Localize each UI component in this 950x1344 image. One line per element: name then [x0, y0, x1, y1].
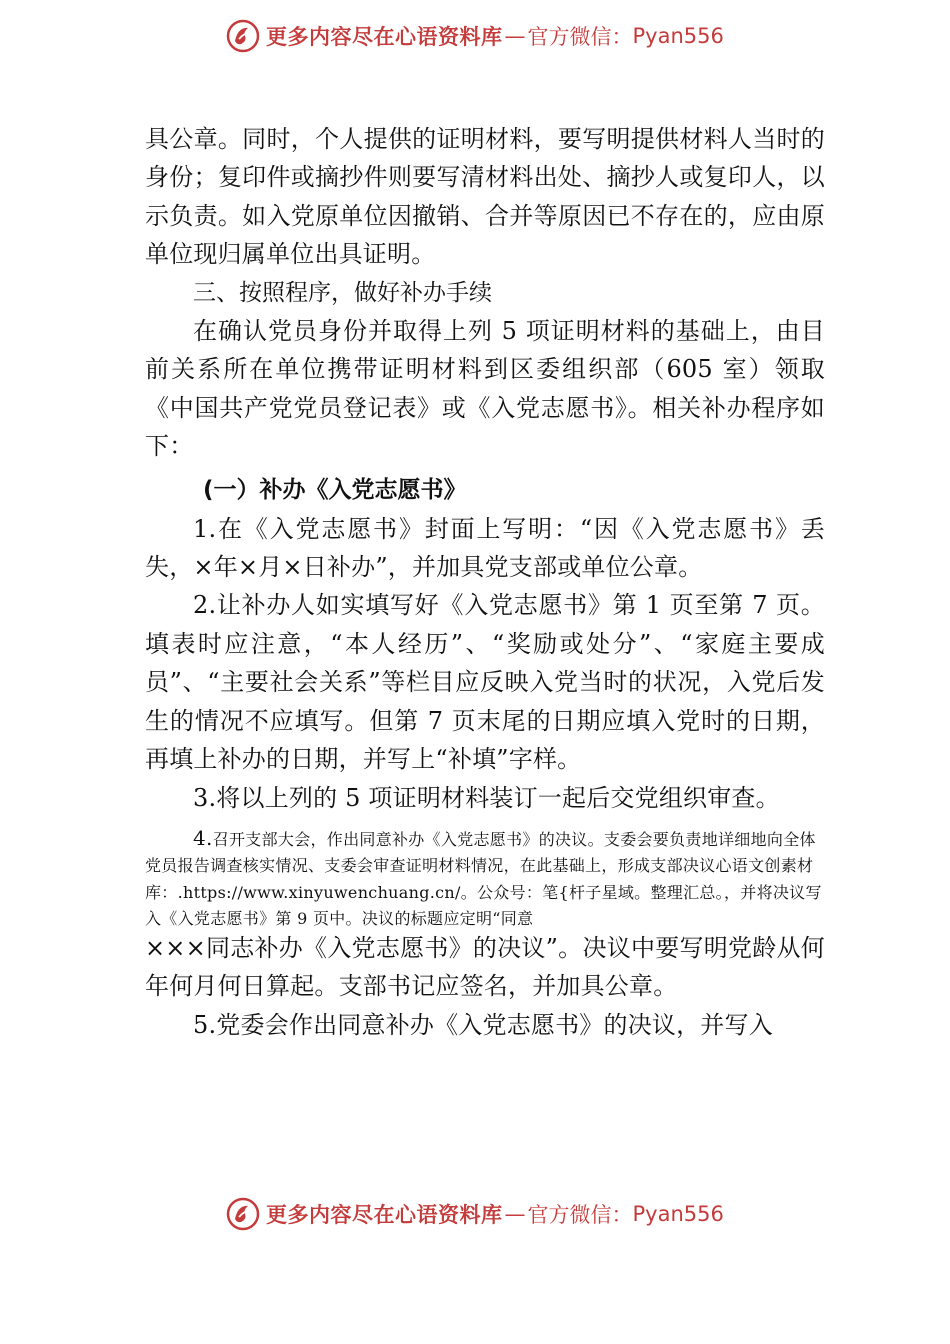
subsection-heading-1: (一）补办《入党志愿书》: [203, 476, 467, 503]
banner-main-text: 更多内容尽在心语资料库: [266, 1203, 503, 1227]
banner-wechat-id: Pyan556: [632, 1202, 724, 1226]
banner-wechat-id: Pyan556: [632, 24, 724, 48]
footer-watermark-banner: [226, 1194, 724, 1234]
paragraph-continuation: 具公章。同时，个人提供的证明材料，要写明提供材料人当时的身份；复印件或摘抄件则要写清材料出处、摘抄人或复印人，以示负责。如入党原单位因撤销、合并等原因已不存在的，应由原单位现归属单位出具证明。: [145, 125, 825, 269]
list-item-4-continuation: ×××同志补办《入党志愿书》的决议”。决议中要写明党龄从何年何月何日算起。支部书记应签名，并加具公章。: [145, 933, 825, 1001]
header-watermark-banner: [226, 16, 724, 56]
banner-wechat-label: 官方微信：: [527, 1203, 633, 1227]
banner-main-text: 更多内容尽在心语资料库: [266, 25, 503, 49]
list-item-5: 5.党委会作出同意补办《入党志愿书》的决议，并写入: [193, 1010, 773, 1039]
list-item-3: 3.将以上列的 5 项证明材料装订一起后交党组织审查。: [193, 783, 780, 812]
brand-logo-icon: [226, 19, 260, 53]
list-item-1: 1.在《入党志愿书》封面上写明：“因《入党志愿书》丢失，×年×月×日补办”，并加具党支部或单位公章。: [145, 514, 825, 582]
banner-separator: —: [504, 1202, 526, 1226]
list-item-2: 2.让补办人如实填写好《入党志愿书》第 1 页至第 7 页。填表时应注意，“本人经历”、“奖励或处分”、“家庭主要成员”、“主要社会关系”等栏目应反映入党当时的状况，入党后发生的情况不应填写。但第 7 页末尾的日期应填入党时的日期，再填上补办的日期，并写上“补填”字样。: [145, 591, 825, 774]
list-item-4-number: 4.: [193, 825, 213, 850]
paragraph-procedure-intro: 在确认党员身份并取得上列 5 项证明材料的基础上，由目前关系所在单位携带证明材料到区委组织部（605 室）领取《中国共产党党员登记表》或《入党志愿书》。相关补办程序如下：: [145, 317, 825, 461]
banner-wechat-label: 官方微信：: [527, 25, 633, 49]
section-heading-3: 三、按照程序，做好补办手续: [193, 279, 492, 306]
list-item-4-small-text: [145, 825, 825, 933]
banner-separator: —: [504, 24, 526, 48]
brand-logo-icon: [226, 1197, 260, 1231]
document-body: [145, 120, 825, 1044]
list-item-4-body: 召开支部大会，作出同意补办《入党志愿书》的决议。支委会要负责地详细地向全体党员报告调查核实情况、支委会审查证明材料情况，在此基础上，形成支部决议心语文创素材库：.https://www.xinyuwenchuang.cn/。公众号：笔{杆子星域。整理汇总。，并将决议写入《入党志愿书》第 9 页中。决议的标题应定明“同意: [145, 829, 822, 929]
